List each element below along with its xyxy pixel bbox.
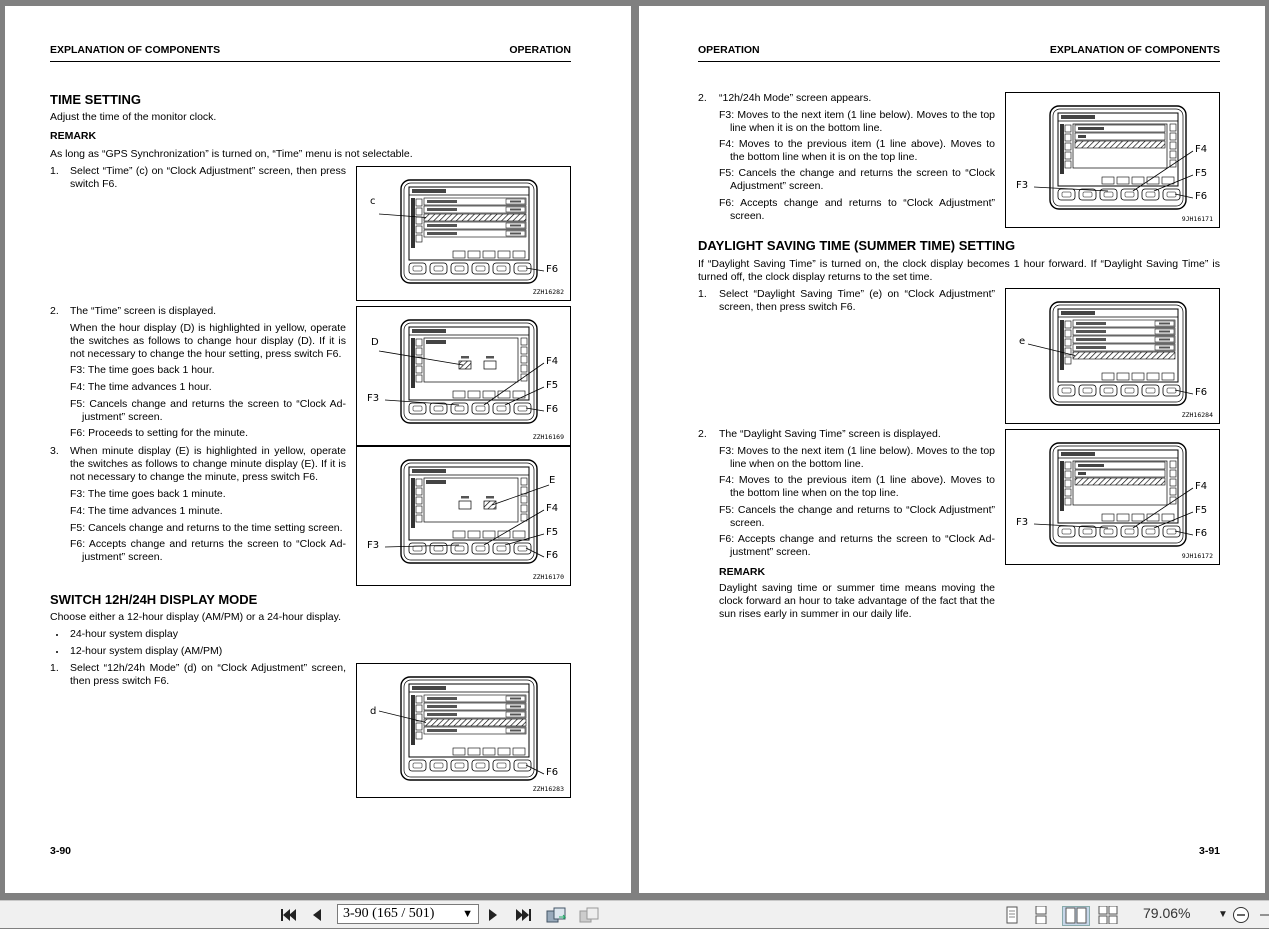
figure-12h-24h-mode-screen	[1005, 92, 1220, 228]
header-rule	[698, 61, 1220, 62]
bullet-item: 12-hour system display (AM/PM)	[70, 645, 223, 657]
key-label-f6: F6	[546, 404, 559, 415]
header-left: EXPLANATION OF COMPONENTS	[50, 44, 221, 56]
forward-view-icon	[578, 906, 602, 924]
key-label-f6: F6	[1195, 387, 1208, 398]
key-desc-text: F6: Accepts change and returns the screen to “Clock Ad-justment” screen.	[70, 538, 346, 563]
figure-id: ZZH16169	[532, 433, 564, 441]
monitor-illustration	[1006, 289, 1219, 423]
callout-letter: E	[549, 475, 556, 486]
monitor-illustration	[357, 167, 570, 300]
key-desc	[719, 109, 995, 135]
figure-time-screen-hour	[356, 306, 571, 446]
first-page-icon	[278, 906, 298, 924]
callout-letter: e	[1019, 336, 1026, 347]
figure-id: ZZH16284	[1181, 411, 1213, 419]
key-desc	[719, 167, 995, 193]
last-page-button[interactable]	[514, 906, 534, 924]
previous-page-icon	[310, 906, 324, 924]
bullet-dot	[56, 634, 58, 636]
key-label-f4: F4	[1195, 144, 1208, 155]
monitor-illustration	[1006, 93, 1219, 227]
key-desc	[70, 538, 346, 564]
key-desc-text: F6: Accepts change and returns to “Clock Adjustment” screen.	[719, 197, 995, 222]
step-text: Select “12h/24h Mode” (d) on “Clock Adjustment” screen, then press switch F6.	[70, 662, 346, 687]
key-label-f6: F6	[546, 264, 559, 275]
key-label-f5: F5	[1195, 505, 1208, 516]
previous-page-button[interactable]	[310, 906, 324, 924]
figure-id: ZZH16282	[532, 288, 564, 296]
figure-clock-adjustment-mode	[356, 663, 571, 798]
callout-letter: d	[370, 706, 377, 717]
page-number-field[interactable]	[337, 904, 479, 924]
key-desc-text: F3: Moves to the next item (1 line below). Moves to the top line when on the bottom line.	[719, 445, 995, 470]
header-rule	[50, 61, 571, 62]
step-number: 3.	[50, 445, 59, 457]
section-title-switch-mode: SWITCH 12H/24H DISPLAY MODE	[50, 592, 258, 607]
figure-id: ZZH16283	[532, 785, 564, 793]
key-label-f6: F6	[546, 767, 559, 778]
single-page-icon	[1002, 906, 1022, 924]
page-number-value: 3-90 (165 / 501)	[343, 906, 435, 921]
page-number: 3-90	[50, 845, 72, 857]
key-desc	[70, 398, 346, 424]
step-number: 2.	[698, 92, 707, 104]
key-desc-text: F3: Moves to the next item (1 line below). Moves to the top line when it is on the bottom line.	[719, 109, 995, 134]
go-forward-view-button[interactable]	[578, 906, 602, 924]
key-label-f3: F3	[1016, 517, 1029, 528]
first-page-button[interactable]	[278, 906, 298, 924]
key-desc-text: F5: Cancels the change and returns to “Clock Adjustment” screen.	[719, 504, 995, 529]
last-page-icon	[514, 906, 534, 924]
key-label-f6: F6	[546, 550, 559, 561]
key-label-f3: F3	[367, 393, 380, 404]
step-number: 2.	[698, 428, 707, 440]
section-title-time-setting: TIME SETTING	[50, 92, 141, 107]
key-desc-text: F5: Cancels the change and returns the screen to “Clock Adjustment” screen.	[719, 167, 995, 192]
header-right: OPERATION	[509, 44, 571, 56]
monitor-illustration	[357, 307, 570, 445]
single-page-view-button[interactable]	[1002, 906, 1022, 924]
monitor-illustration	[357, 664, 570, 797]
figure-id: 9JH16172	[1181, 552, 1213, 560]
step-number: 1.	[50, 165, 59, 177]
back-view-icon	[545, 906, 569, 924]
figure-id: 9JH16171	[1181, 215, 1213, 223]
chevron-down-icon[interactable]: ▼	[462, 908, 473, 920]
mode-intro: Choose either a 12-hour display (AM/PM) or a 24-hour display.	[50, 611, 342, 623]
key-desc: F3: The time goes back 1 minute.	[70, 488, 226, 500]
key-label-f4: F4	[546, 356, 559, 367]
zoom-level[interactable]: 79.06%	[1143, 905, 1191, 921]
monitor-illustration	[357, 447, 570, 585]
remark-text: As long as “GPS Synchronization” is turned on, “Time” menu is not selectable.	[50, 148, 413, 160]
key-desc-text: F4: Moves to the previous item (1 line above). Moves to the bottom line when on the top line.	[719, 474, 995, 499]
step-number: 1.	[698, 288, 707, 300]
continuous-facing-view-button[interactable]	[1096, 906, 1120, 924]
continuous-icon	[1031, 906, 1051, 924]
callout-letter: c	[370, 196, 376, 207]
figure-time-screen-minute	[356, 446, 571, 586]
zoom-dropdown-chevron-down-icon[interactable]: ▼	[1218, 909, 1228, 920]
figure-id: ZZH16170	[532, 573, 564, 581]
header-right: EXPLANATION OF COMPONENTS	[1049, 44, 1220, 56]
key-desc: F3: The time goes back 1 hour.	[70, 364, 215, 376]
key-desc	[719, 504, 995, 530]
key-label-f4: F4	[1195, 481, 1208, 492]
key-desc-text: F5: Cancels change and returns the screen to “Clock Ad-justment” screen.	[70, 398, 346, 423]
key-label-f5: F5	[546, 527, 559, 538]
key-desc	[719, 474, 995, 500]
facing-pages-icon	[1063, 907, 1089, 925]
key-label-f3: F3	[1016, 180, 1029, 191]
section-title-daylight: DAYLIGHT SAVING TIME (SUMMER TIME) SETTING	[698, 238, 1016, 253]
key-desc-text: F4: Moves to the previous item (1 line above). Moves to the bottom line when it is on the top line.	[719, 138, 995, 163]
key-desc	[719, 533, 995, 559]
remark-label: REMARK	[719, 566, 766, 578]
go-back-view-button[interactable]	[545, 906, 569, 924]
figure-clock-adjustment-daylight	[1005, 288, 1220, 424]
key-label-f3: F3	[367, 540, 380, 551]
continuous-facing-icon	[1096, 906, 1120, 924]
page-number: 3-91	[1199, 845, 1221, 857]
key-label-f6: F6	[1195, 191, 1208, 202]
step-detail: When the hour display (D) is highlighted in yellow, operate the switches as follows to change hour display (D). If it is not necessary to change the hour setting, press switch F6.	[70, 322, 346, 360]
step-text: The “Time” screen is displayed.	[70, 305, 217, 317]
key-desc	[719, 138, 995, 164]
step-text: Select “Time” (c) on “Clock Adjustment” screen, then press switch F6.	[70, 165, 346, 190]
viewer-toolbar	[0, 900, 1269, 928]
key-desc: F5: Cancels change and returns to the time setting screen.	[70, 522, 343, 534]
daylight-intro: If “Daylight Saving Time” is turned on, the clock display becomes 1 hour forward. If “Daylight Saving Time” is turned off, the clock display returns to the set time.	[698, 258, 1220, 283]
separator-icon	[1256, 906, 1269, 924]
figure-daylight-saving-screen	[1005, 429, 1220, 565]
key-desc: F6: Proceeds to setting for the minute.	[70, 427, 249, 439]
next-page-button[interactable]	[486, 906, 500, 924]
zoom-out-button[interactable]	[1231, 906, 1253, 924]
time-intro: Adjust the time of the monitor clock.	[50, 111, 217, 123]
remark-label: REMARK	[50, 130, 97, 142]
key-desc-text: F6: Accepts change and returns the screen to “Clock Ad-justment” screen.	[719, 533, 995, 558]
figure-clock-adjustment-time	[356, 166, 571, 301]
key-label-f5: F5	[546, 380, 559, 391]
key-label-f6: F6	[1195, 528, 1208, 539]
page-left	[5, 6, 631, 893]
step-text: Select “Daylight Saving Time” (e) on “Clock Adjustment” screen, then press switch F6.	[719, 288, 995, 313]
remark-text: Daylight saving time or summer time means moving the clock forward an hour to take advantage of the fact that the sun rises early in summer in our daily life.	[719, 582, 995, 620]
step-text: When minute display (E) is highlighted in yellow, operate the switches as follows to change minute display (E). If it is not necessary to change the minute, press switch F6.	[70, 445, 346, 483]
toolbar-divider	[1256, 906, 1269, 924]
key-desc: F4: The time advances 1 minute.	[70, 505, 223, 517]
key-desc	[719, 197, 995, 223]
key-label-f5: F5	[1195, 168, 1208, 179]
continuous-view-button[interactable]	[1031, 906, 1051, 924]
page-right	[639, 6, 1265, 893]
header-left: OPERATION	[698, 44, 760, 56]
next-page-icon	[486, 906, 500, 924]
step-text: The “Daylight Saving Time” screen is displayed.	[719, 428, 941, 440]
bullet-item: 24-hour system display	[70, 628, 178, 640]
facing-view-button[interactable]	[1062, 906, 1090, 926]
bullet-dot	[56, 651, 58, 653]
key-desc	[719, 445, 995, 471]
callout-letter: D	[371, 337, 379, 348]
monitor-illustration	[1006, 430, 1219, 564]
key-desc: F4: The time advances 1 hour.	[70, 381, 212, 393]
zoom-out-icon	[1231, 906, 1253, 924]
step-text: “12h/24h Mode” screen appears.	[719, 92, 872, 104]
step-number: 2.	[50, 305, 59, 317]
key-label-f4: F4	[546, 503, 559, 514]
step-number: 1.	[50, 662, 59, 674]
